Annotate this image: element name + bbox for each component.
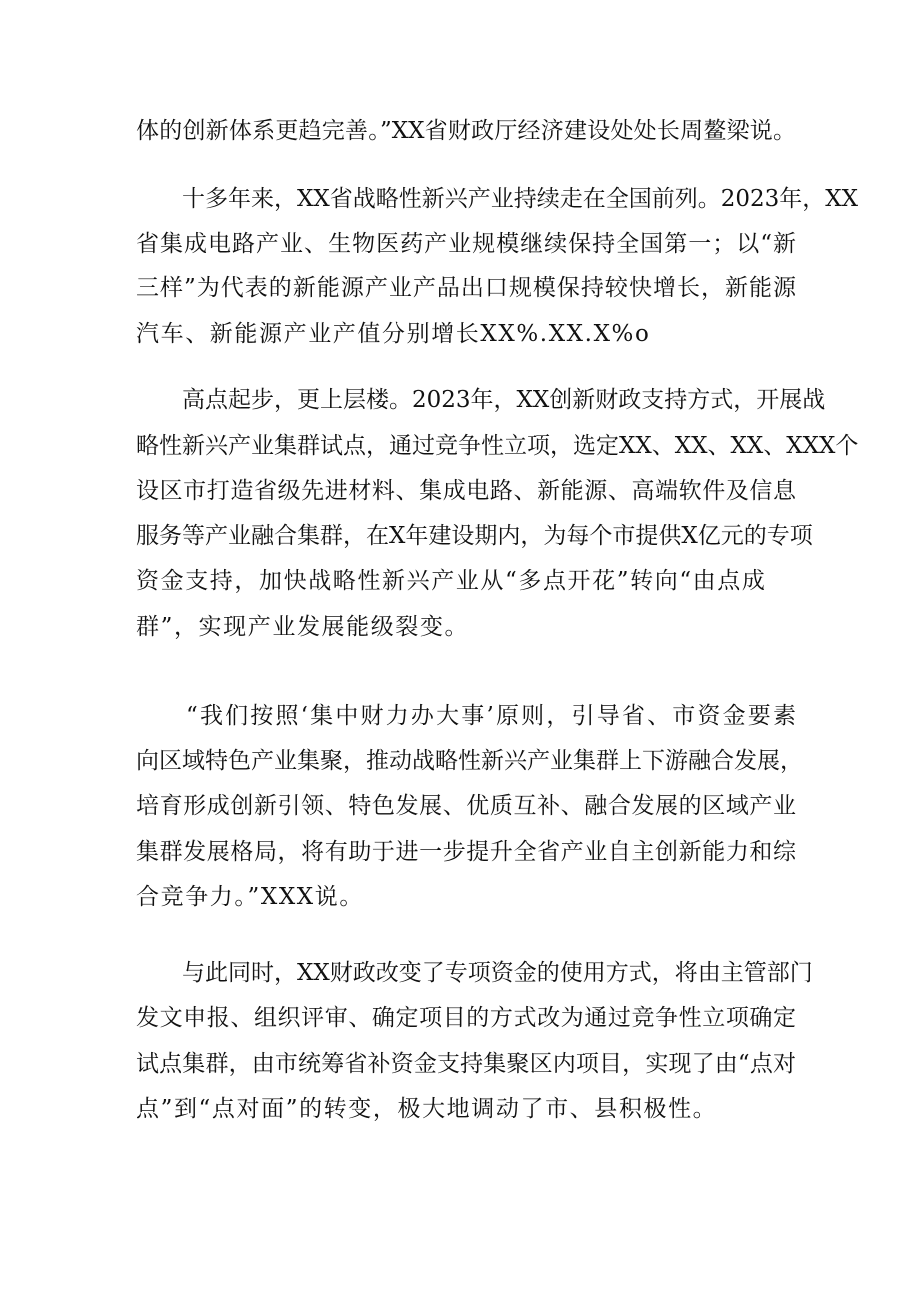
paragraph-line: 高点起步，更上层楼。2023年，XX创新财政支持方式，开展战	[182, 387, 826, 413]
paragraph-line: 十多年来，XX省战略性新兴产业持续走在全国前列。2023年，XX	[182, 186, 859, 212]
paragraph-line: 培育形成创新引领、特色发展、优质互补、融合发展的区域产业	[136, 793, 796, 819]
paragraph-line: 发文申报、组织评审、确定项目的方式改为通过竞争性立项确定	[136, 1005, 796, 1031]
paragraph-line: 略性新兴产业集群试点，通过竞争性立项，选定XX、XX、XX、XXX个	[136, 433, 859, 459]
paragraph-line: 设区市打造省级先进材料、集成电路、新能源、高端软件及信息	[136, 478, 796, 504]
paragraph-line: 试点集群，由市统筹省补资金支持集聚区内项目，实现了由“点对	[136, 1051, 796, 1077]
paragraph-line: 集群发展格局，将有助于进一步提升全省产业自主创新能力和综	[136, 839, 796, 865]
paragraph-line: 服务等产业融合集群，在X年建设期内，为每个市提供X亿元的专项	[136, 523, 813, 549]
paragraph-line: 汽车、新能源产业产值分别增长XX%.XX.X%o	[136, 321, 651, 347]
paragraph-line: 资金支持，加快战略性新兴产业从“多点开花”转向“由点成	[136, 568, 767, 594]
paragraph-line: 与此同时，XX财政改变了专项资金的使用方式，将由主管部门	[182, 960, 813, 986]
paragraph-line: “我们按照‘集中财力办大事’原则，引导省、市资金要素	[186, 703, 796, 729]
paragraph-line: 三样”为代表的新能源产业产品出口规模保持较快增长，新能源	[136, 275, 796, 301]
paragraph-line: 省集成电路产业、生物医药产业规模继续保持全国第一；以“新	[136, 231, 796, 257]
paragraph-line: 群”，实现产业发展能级裂变。	[136, 614, 470, 640]
paragraph-line: 向区域特色产业集聚，推动战略性新兴产业集群上下游融合发展，	[136, 748, 803, 774]
paragraph-line: 体的创新体系更趋完善。”XX省财政厅经济建设处处长周鳌梁说。	[136, 118, 796, 144]
paragraph-line: 合竞争力。”XXX说。	[136, 884, 364, 910]
paragraph-line: 点”到“点对面”的转变，极大地调动了市、县积极性。	[136, 1096, 718, 1122]
